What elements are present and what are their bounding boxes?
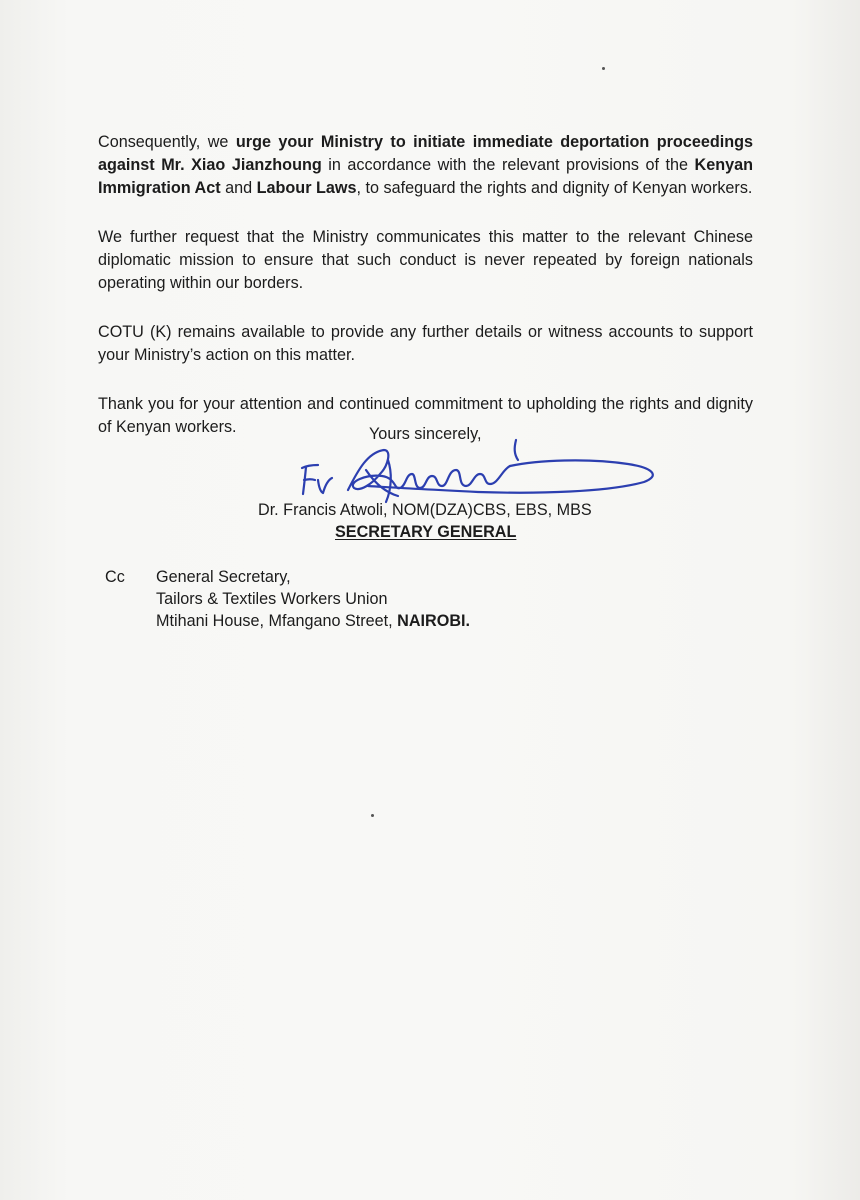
cc-line-3 xyxy=(156,610,470,632)
closing-salutation: Yours sincerely, xyxy=(369,425,482,443)
body-text: COTU (K) remains available to provide any further details or witness accounts to support your Ministry’s action on this matter. xyxy=(98,323,753,364)
cc-recipient xyxy=(156,566,470,632)
signatory-name: Dr. Francis Atwoli, NOM(DZA)CBS, EBS, MBS xyxy=(258,501,592,519)
paper-speck xyxy=(371,814,374,817)
letter-paragraph xyxy=(98,131,753,200)
letter-body xyxy=(98,131,753,465)
emphasis-text: urge your Ministry to initiate immediate deportation proceedings against Mr. Xiao Jianzhoung xyxy=(98,133,753,174)
cc-address: Mtihani House, Mfangano Street, xyxy=(156,612,398,630)
emphasis-text: Labour Laws xyxy=(256,179,357,197)
cc-label: Cc xyxy=(105,568,125,586)
paper-speck xyxy=(602,67,605,70)
body-text: We further request that the Ministry communicates this matter to the relevant Chinese diplomatic mission to ensure that such conduct is never repeated by foreign nationals operating within our borders. xyxy=(98,228,753,292)
body-text: Thank you for your attention and continued commitment to upholding the rights and dignity of Kenyan workers. xyxy=(98,395,753,436)
body-text: , to safeguard the rights and dignity of Kenyan workers. xyxy=(356,179,753,197)
letter-paragraph xyxy=(98,226,753,295)
emphasis-text: Kenyan Immigration Act xyxy=(98,156,753,197)
body-text: Consequently, we xyxy=(98,133,236,151)
body-text: in accordance with the relevant provisions of the xyxy=(321,156,695,174)
signatory-title: SECRETARY GENERAL xyxy=(335,523,517,541)
cc-line-2: Tailors & Textiles Workers Union xyxy=(156,590,388,608)
letter-paragraph xyxy=(98,321,753,367)
cc-line-1: General Secretary, xyxy=(156,568,291,586)
handwritten-signature xyxy=(288,430,668,510)
cc-city: NAIROBI. xyxy=(397,612,470,630)
body-text: and xyxy=(220,179,257,197)
